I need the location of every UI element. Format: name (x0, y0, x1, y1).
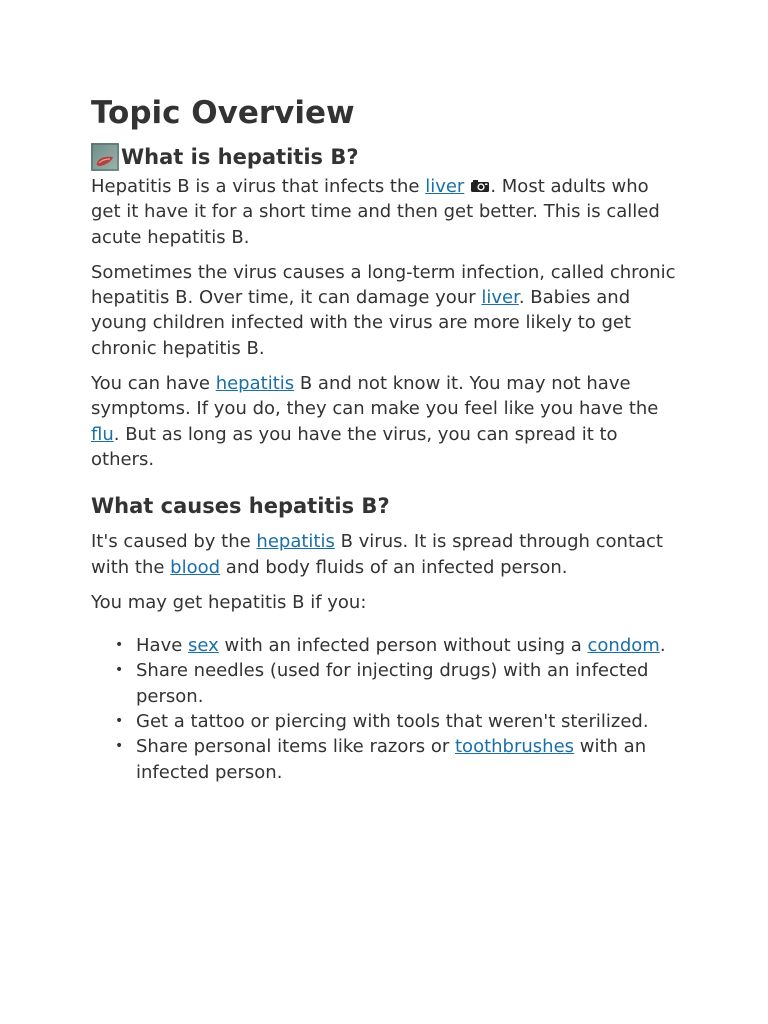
link-flu[interactable]: flu (91, 423, 114, 445)
list-item: • Share needles (used for injecting drugs) with an infected person. (115, 660, 649, 707)
list-item: • Get a tattoo or piercing with tools that weren't sterilized. (136, 709, 678, 734)
link-liver[interactable]: liver (481, 287, 519, 309)
liver-image-icon (91, 143, 119, 171)
link-sex[interactable]: sex (188, 635, 219, 657)
link-hepatitis[interactable]: hepatitis (256, 531, 335, 553)
section-heading-text: What is hepatitis B? (121, 145, 359, 169)
link-hepatitis[interactable]: hepatitis (215, 373, 295, 395)
risk-list (91, 633, 678, 785)
paragraph: You may get hepatitis B if you: (91, 591, 367, 613)
camera-icon[interactable] (470, 175, 490, 189)
link-toothbrushes[interactable]: toothbrushes (455, 736, 575, 758)
bullet-icon: • (115, 738, 124, 755)
bullet-icon: • (115, 713, 124, 730)
list-item: • Have sex with an infected person without using a condom. (136, 633, 678, 658)
page-title: Topic Overview (91, 95, 355, 131)
paragraph: Hepatitis B is a virus that infects the liver . Most adults who get it have it for a short time and then get better. This is called acute hepatitis B. (91, 176, 660, 248)
section-heading-what-causes: What causes hepatitis B? (91, 494, 390, 519)
paragraph: It's caused by the hepatitis B virus. It is spread through contact with the blood and body fluids of an infected person. (91, 531, 663, 578)
link-condom[interactable]: condom (587, 635, 660, 657)
paragraph: Sometimes the virus causes a long-term infection, called chronic hepatitis B. Over time, it can damage your liver. Babies and young children infected with the virus are more likely to get chronic hepatitis B. (91, 261, 676, 359)
section-heading-what-is (91, 143, 678, 171)
list-item: • Share personal items like razors or toothbrushes with an infected person. (115, 736, 647, 783)
link-liver[interactable]: liver (425, 176, 465, 197)
paragraph: You can have hepatitis B and not know it. You may not have symptoms. If you do, they can make you feel like you have the flu. But as long as you have the virus, you can spread it to others. (91, 373, 659, 470)
bullet-icon: • (115, 637, 124, 654)
link-blood[interactable]: blood (170, 556, 221, 578)
bullet-icon: • (115, 662, 124, 679)
